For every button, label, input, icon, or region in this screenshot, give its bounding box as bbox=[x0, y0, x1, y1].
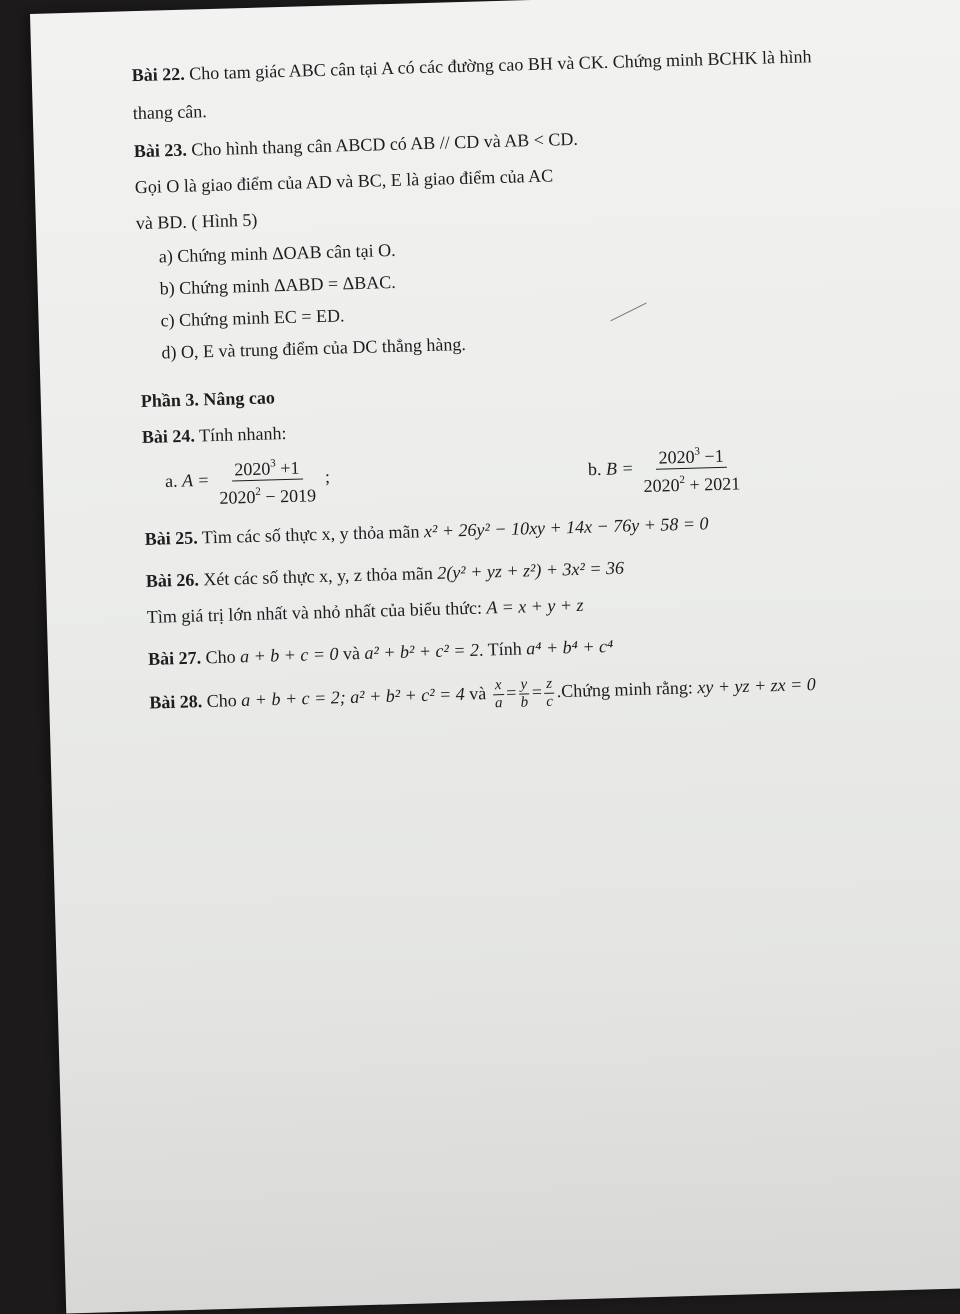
b23-heading: Bài 23. bbox=[133, 139, 188, 162]
b24-a-fraction bbox=[215, 452, 319, 508]
document-page bbox=[30, 0, 960, 1313]
b23-item-c: c) Chứng minh EC = ED. bbox=[160, 305, 345, 331]
b26-equation: 2(y² + yz + z²) + 3x² = 36 bbox=[437, 557, 625, 583]
part3-heading: Phần 3. Nâng cao bbox=[140, 387, 276, 412]
b28-line: Bài 28. Cho a + b + c = 2; a² + b² + c² = 4 và $\frac{x}{a}$ = $\frac{y}{b}$ = $\frac{z}{c}$ .Chứng minh rằng: xy + yz + zx = 0 bbox=[148, 673, 817, 713]
b24-b-fraction bbox=[639, 440, 743, 496]
b28-text-2: và bbox=[468, 683, 487, 704]
document-content bbox=[131, 42, 951, 713]
b23-line-2 bbox=[135, 165, 554, 198]
b24-heading: Bài 24. bbox=[141, 425, 196, 448]
b28-fraction-x: $\frac{x}{a}$ bbox=[494, 677, 503, 712]
b24-item-b bbox=[587, 440, 745, 497]
b27-equation-1: a + b + c = 0 bbox=[239, 643, 339, 667]
b24-a-numerator: $2020^3 +1$ bbox=[231, 453, 303, 482]
b25-text: Tìm các số thực x, y thỏa mãn bbox=[201, 521, 420, 548]
b28-equation-2: xy + yz + zx = 0 bbox=[697, 673, 817, 698]
b24-a-label: a. bbox=[164, 470, 178, 492]
b28-fraction-z: $\frac{z}{c}$ bbox=[545, 675, 554, 710]
b24-b-numerator: $2020^3 -1$ bbox=[655, 441, 727, 470]
b28-fraction-y: $\frac{y}{b}$ bbox=[520, 676, 529, 711]
b24-b-denominator: $2020^2 + 2021$ bbox=[643, 473, 741, 497]
pen-mark bbox=[610, 303, 646, 322]
b23-item-b: b) Chứng minh ΔABD = ΔBAC. bbox=[159, 271, 396, 299]
b26-text: Xét các số thực x, y, z thỏa mãn bbox=[203, 562, 434, 590]
b28-equation-1: a + b + c = 2; a² + b² + c² = 4 bbox=[240, 683, 466, 710]
b24-b-label: b. bbox=[587, 458, 602, 480]
b24-b-lhs: B = bbox=[605, 457, 634, 479]
b23-text-2: Gọi O là giao điểm của AD và BC, E là giao điểm của AC bbox=[134, 165, 554, 198]
b24-text: Tính nhanh: bbox=[198, 423, 287, 446]
b26-line-2 bbox=[147, 595, 584, 628]
b27-equation-3: a⁴ + b⁴ + c⁴ bbox=[525, 635, 614, 659]
b26-equation-2: A = x + y + z bbox=[486, 594, 584, 618]
b23-line-1 bbox=[134, 129, 579, 162]
b25-line bbox=[144, 513, 708, 550]
b24-item-a bbox=[164, 452, 330, 510]
b27-equation-2: a² + b² + c² = 2 bbox=[364, 639, 480, 663]
b23-line-3 bbox=[136, 210, 258, 234]
b27-text-1: Cho bbox=[205, 646, 236, 668]
b26-text-2: Tìm giá trị lớn nhất và nhỏ nhất của biểu thức: bbox=[146, 597, 483, 627]
b24-line bbox=[142, 423, 287, 448]
b25-equation: x² + 26y² − 10xy + 14x − 76y + 58 = 0 bbox=[423, 513, 709, 542]
b26-heading: Bài 26. bbox=[145, 569, 200, 591]
b23-text-1: Cho hình thang cân ABCD có AB // CD và AB < CD. bbox=[191, 128, 579, 160]
b23-item-a: a) Chứng minh ΔOAB cân tại O. bbox=[158, 239, 396, 267]
b23-item-d: d) O, E và trung điểm của DC thẳng hàng. bbox=[161, 333, 467, 363]
b22-text-1: Cho tam giác ABC cân tại A có các đường cao BH và CK. Chứng minh BCHK là hình bbox=[188, 46, 812, 84]
b28-heading: Bài 28. bbox=[148, 691, 203, 713]
b22-text-2: thang cân. bbox=[132, 101, 208, 124]
b24-a-end: ; bbox=[324, 466, 331, 487]
b28-text-3: .Chứng minh rằng: bbox=[556, 677, 694, 702]
b27-text-2: và bbox=[342, 643, 361, 664]
b24-a-lhs: A = bbox=[181, 469, 210, 491]
b24-a-denominator: $2020^2 - 2019$ bbox=[219, 485, 317, 508]
b22-heading: Bài 22. bbox=[131, 63, 186, 86]
b27-text-3: . Tính bbox=[478, 638, 522, 660]
b25-heading: Bài 25. bbox=[144, 527, 198, 549]
b23-text-3: và BD. ( Hình 5) bbox=[135, 209, 258, 234]
b28-text-1: Cho bbox=[206, 690, 238, 711]
b22-line-1 bbox=[131, 46, 811, 86]
b22-line-2 bbox=[133, 101, 208, 124]
b27-line bbox=[148, 636, 614, 670]
b26-line-1 bbox=[146, 558, 625, 592]
b27-heading: Bài 27. bbox=[147, 647, 202, 669]
